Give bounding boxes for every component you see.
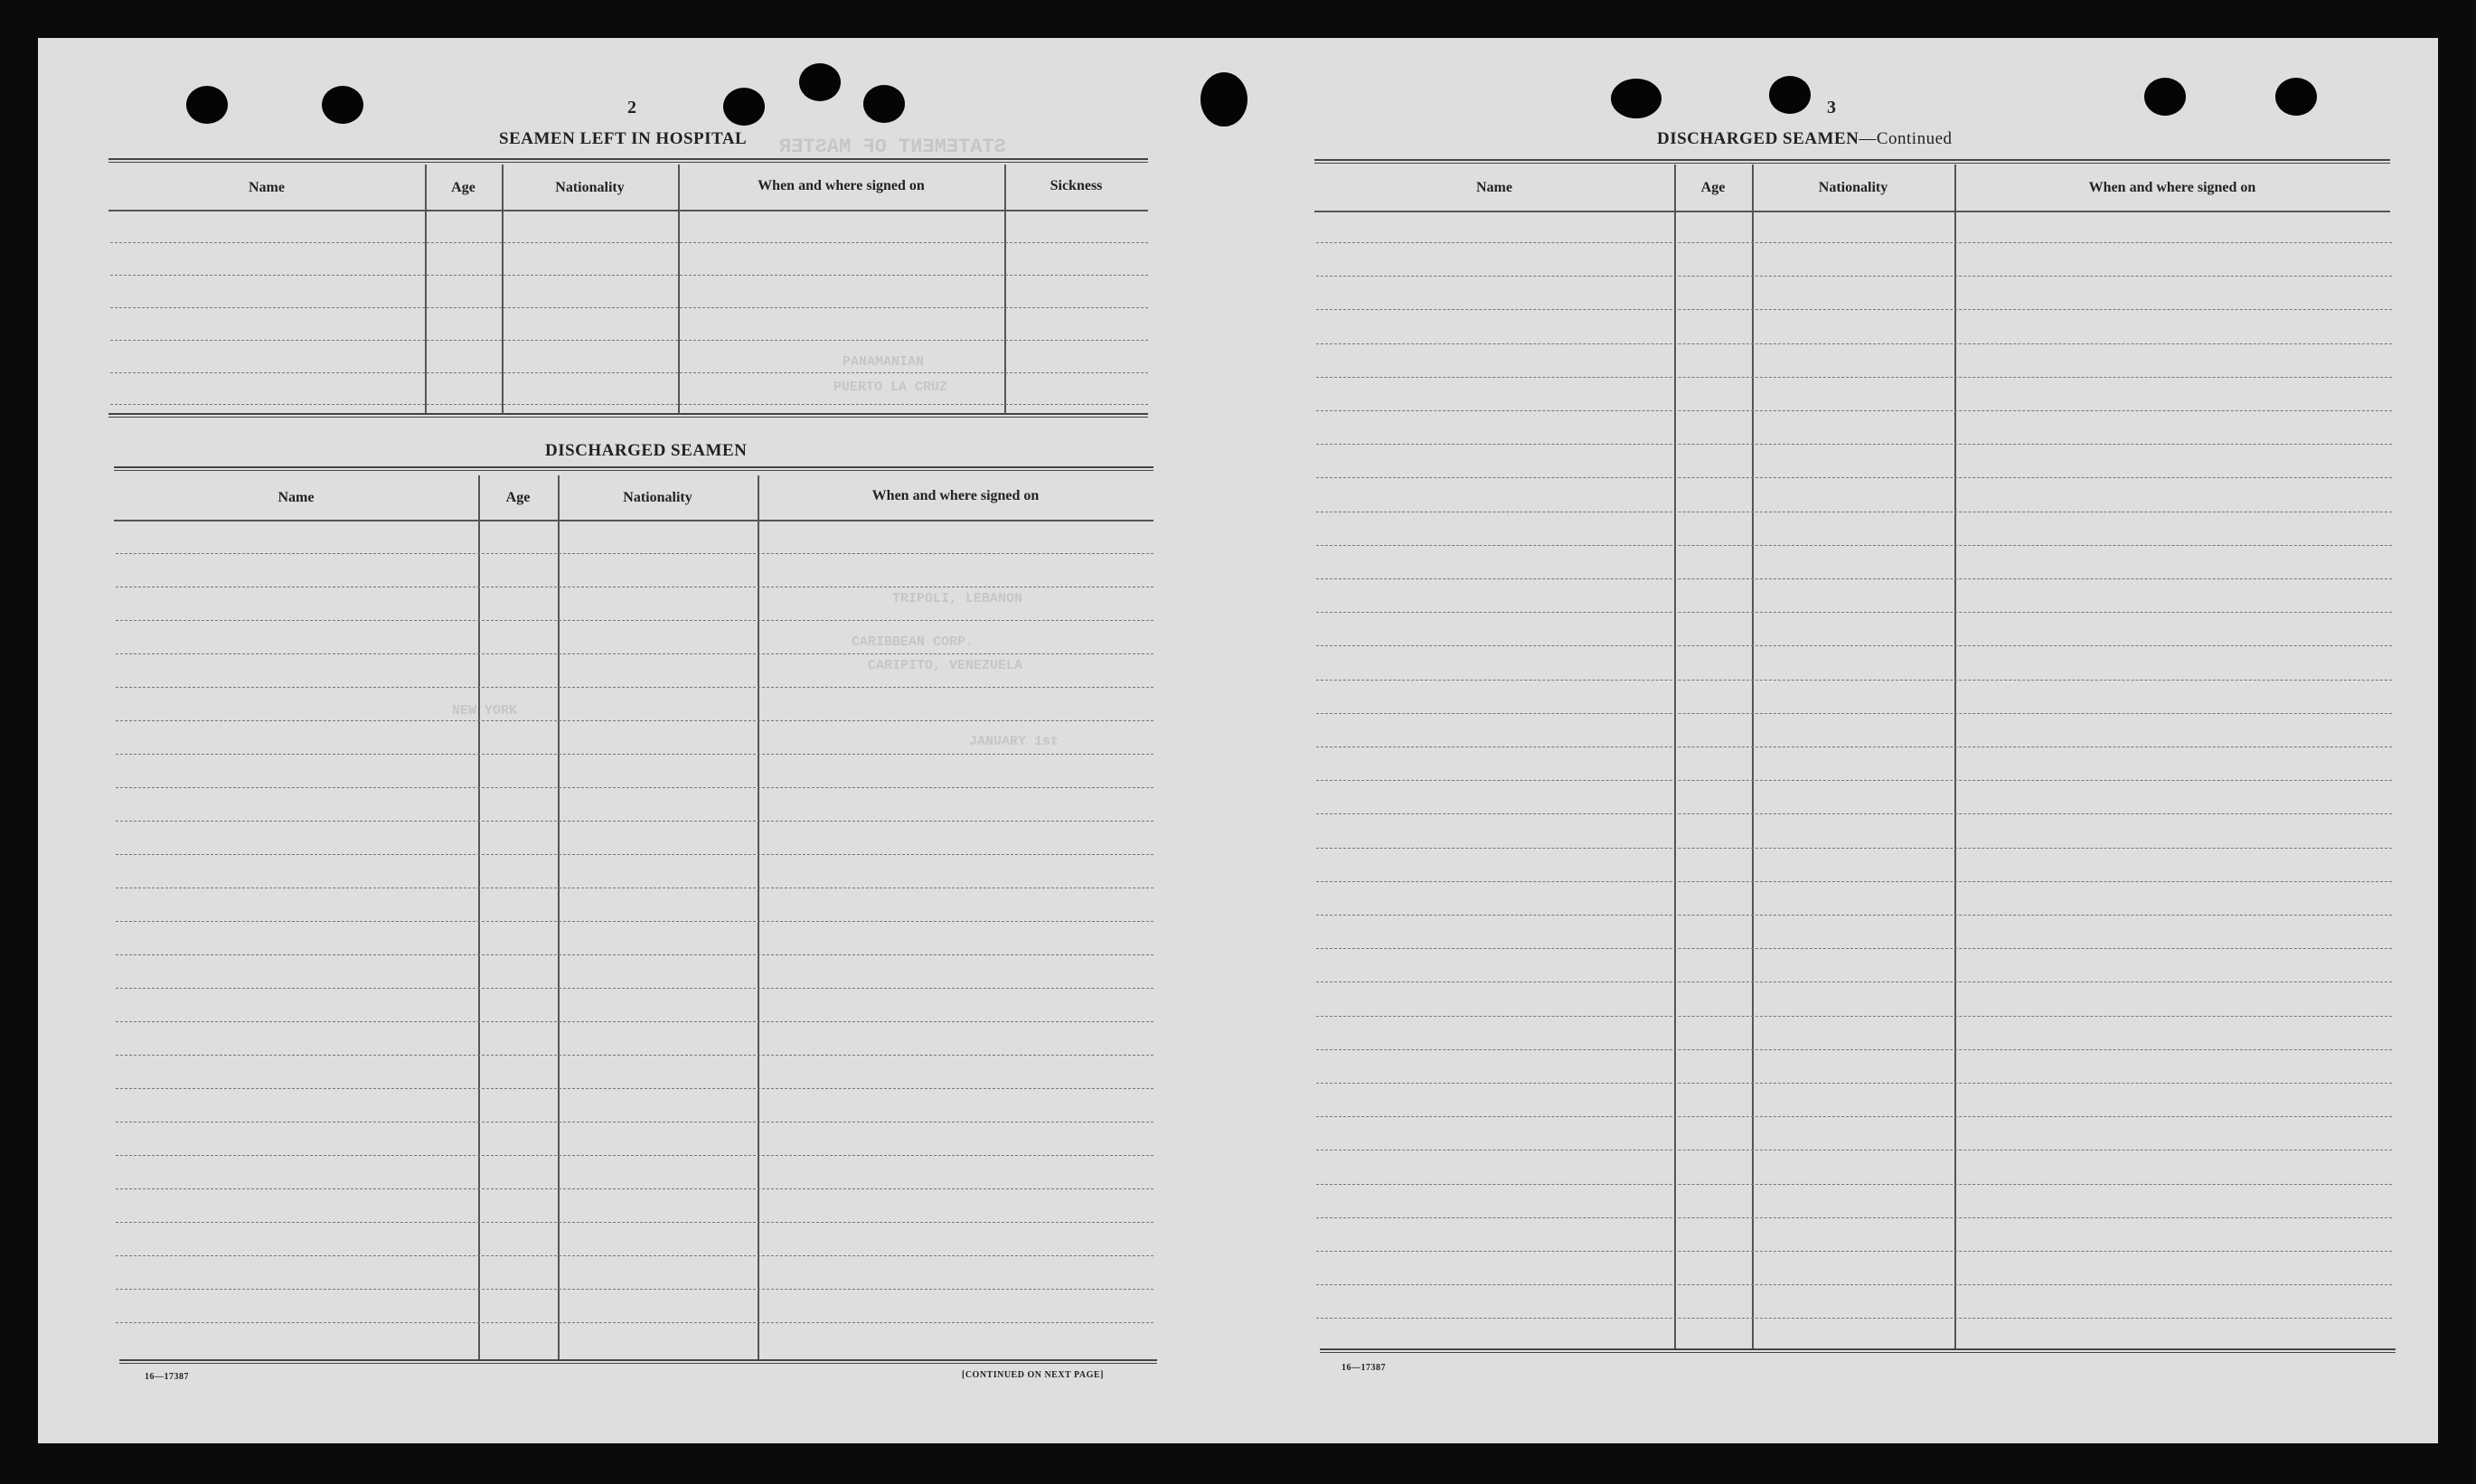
column-header-name: Name <box>278 490 315 505</box>
row-line <box>1316 1083 2392 1084</box>
bleed-through-text: PANAMANIAN <box>843 354 925 370</box>
column-header-signed-on: When and where signed on <box>871 488 1040 503</box>
row-line <box>1316 309 2392 310</box>
row-line <box>1316 948 2392 949</box>
row-line <box>116 653 1153 654</box>
column-header-age: Age <box>1700 180 1726 195</box>
title-suffix: —Continued <box>1859 129 1953 148</box>
row-line <box>1316 1016 2392 1017</box>
form-number: 16—17387 <box>145 1372 189 1382</box>
title-main: DISCHARGED SEAMEN <box>1657 129 1859 148</box>
column-divider <box>1004 164 1006 414</box>
row-line <box>1316 377 2392 378</box>
row-line <box>110 404 1148 405</box>
row-line <box>116 1255 1153 1256</box>
row-line <box>116 1155 1153 1156</box>
punch-hole <box>863 85 905 123</box>
column-header-nationality: Nationality <box>623 490 692 505</box>
page-number: 2 <box>627 98 636 117</box>
row-line <box>110 340 1148 341</box>
table-top-rule <box>108 158 1148 163</box>
row-line <box>1316 545 2392 546</box>
column-header-nationality: Nationality <box>555 180 625 195</box>
column-header-signed-on: When and where signed on <box>2088 180 2256 195</box>
row-line <box>116 553 1153 554</box>
bleed-through-text: NEW YORK <box>452 703 518 719</box>
row-line <box>116 1188 1153 1189</box>
row-line <box>116 687 1153 688</box>
column-divider <box>678 164 680 414</box>
bleed-through-text: CARIPITO, VENEZUELA <box>868 658 1023 673</box>
table-bottom-rule <box>108 413 1148 418</box>
row-line <box>1316 1318 2392 1319</box>
punch-hole <box>1200 72 1247 127</box>
row-line <box>1316 410 2392 411</box>
column-divider <box>425 164 427 414</box>
row-line <box>110 275 1148 276</box>
column-divider <box>1752 164 1754 1348</box>
punch-hole <box>1611 79 1662 118</box>
punch-hole <box>2275 78 2317 116</box>
row-line <box>1316 1217 2392 1218</box>
hospital-section-title: SEAMEN LEFT IN HOSPITAL <box>499 129 748 148</box>
row-line <box>1316 1150 2392 1151</box>
row-line <box>1316 645 2392 646</box>
row-line <box>1316 444 2392 445</box>
column-header-sickness: Sickness <box>1050 178 1103 193</box>
row-line <box>1316 848 2392 849</box>
table-header-rule <box>1314 211 2390 212</box>
row-line <box>116 620 1153 621</box>
punch-hole <box>1769 76 1811 114</box>
row-line <box>1316 242 2392 243</box>
row-line <box>116 1088 1153 1089</box>
discharged-section-title: DISCHARGED SEAMEN <box>545 441 748 460</box>
scanned-document <box>38 38 2438 1443</box>
row-line <box>116 1222 1153 1223</box>
column-header-nationality: Nationality <box>1818 180 1888 195</box>
row-line <box>116 754 1153 755</box>
row-line <box>1316 1251 2392 1252</box>
row-line <box>116 821 1153 822</box>
bleed-through-text: JANUARY 1st <box>969 734 1059 749</box>
row-line <box>1316 612 2392 613</box>
row-line <box>116 787 1153 788</box>
row-line <box>1316 1116 2392 1117</box>
punch-hole <box>322 86 363 124</box>
row-line <box>1316 881 2392 882</box>
row-line <box>1316 713 2392 714</box>
bleed-through-text: TRIPOLI, LEBANON <box>892 591 1023 606</box>
row-line <box>1316 1284 2392 1285</box>
row-line <box>1316 343 2392 344</box>
row-line <box>1316 780 2392 781</box>
row-line <box>110 307 1148 308</box>
column-divider <box>1954 164 1956 1348</box>
page-number: 3 <box>1827 98 1836 117</box>
row-line <box>1316 578 2392 579</box>
row-line <box>1316 477 2392 478</box>
row-line <box>116 1289 1153 1290</box>
bleed-through-text: PUERTO LA CRUZ <box>833 380 948 395</box>
row-line <box>1316 1049 2392 1050</box>
row-line <box>1316 915 2392 916</box>
column-divider <box>478 475 480 1359</box>
row-line <box>110 242 1148 243</box>
bleed-through-text: CARIBBEAN CORP. <box>852 634 974 650</box>
row-line <box>116 1322 1153 1323</box>
row-line <box>116 921 1153 922</box>
column-divider <box>1674 164 1676 1348</box>
table-header-rule <box>108 210 1148 211</box>
table-top-rule <box>1314 159 2390 164</box>
punch-hole <box>799 63 841 101</box>
row-line <box>116 1021 1153 1022</box>
row-line <box>1316 813 2392 814</box>
column-header-age: Age <box>451 180 475 195</box>
row-line <box>1316 276 2392 277</box>
punch-hole <box>2144 78 2186 116</box>
discharged-continued-title <box>1657 129 1953 149</box>
punch-hole <box>723 88 765 126</box>
column-divider <box>502 164 504 414</box>
row-line <box>116 854 1153 855</box>
form-number: 16—17387 <box>1342 1363 1386 1373</box>
table-bottom-rule <box>119 1359 1157 1364</box>
row-line <box>1316 680 2392 681</box>
column-header-age: Age <box>505 490 531 505</box>
column-divider <box>558 475 560 1359</box>
row-line <box>116 720 1153 721</box>
continued-note: [CONTINUED ON NEXT PAGE] <box>962 1370 1104 1380</box>
row-line <box>116 988 1153 989</box>
row-line <box>116 1055 1153 1056</box>
punch-hole <box>186 86 228 124</box>
column-header-signed-on: When and where signed on <box>758 178 925 193</box>
row-line <box>116 954 1153 955</box>
row-line <box>1316 1184 2392 1185</box>
table-bottom-rule <box>1320 1348 2396 1353</box>
bleed-through-text: STATEMENT OF MASTER <box>779 136 1006 158</box>
column-header-name: Name <box>249 180 285 195</box>
column-header-name: Name <box>1476 180 1512 195</box>
table-header-rule <box>114 520 1153 521</box>
column-divider <box>758 475 759 1359</box>
row-line <box>110 372 1148 373</box>
table-top-rule <box>114 466 1153 471</box>
